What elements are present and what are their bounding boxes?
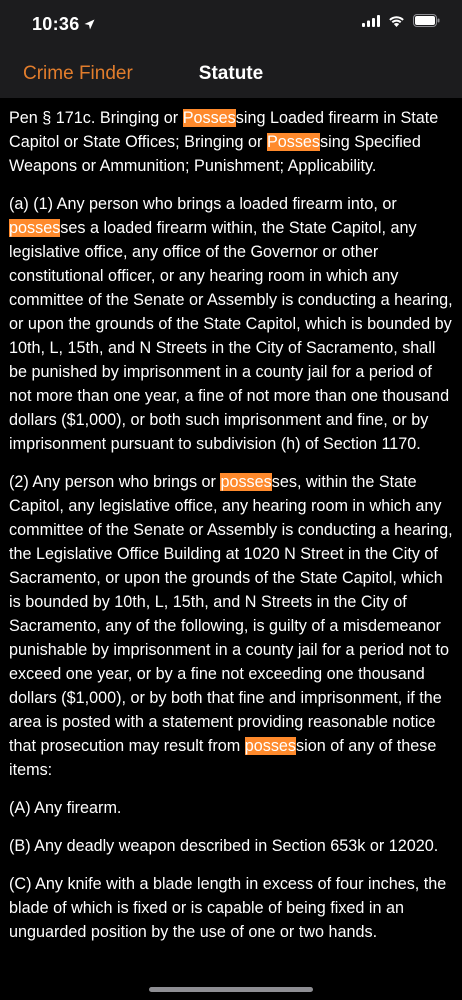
status-icons — [362, 14, 440, 32]
status-bar — [0, 0, 462, 50]
text-run: Pen § 171c. Bringing or — [9, 109, 183, 127]
paragraph-a1 — [9, 192, 455, 456]
search-highlight: posses — [9, 219, 61, 237]
text-run: (a) (1) Any person who brings a loaded firearm into, or — [9, 195, 397, 213]
statute-title — [9, 106, 455, 178]
text-run: sing Specified Weapons or Ammunition; Punishment; Applicability. — [9, 133, 421, 175]
text-run: (2) Any person who brings or — [9, 473, 221, 491]
search-highlight: Posses — [182, 109, 236, 127]
page-title: Statute — [198, 63, 264, 84]
search-highlight: posses — [244, 737, 297, 755]
status-time: 10:36 — [32, 14, 80, 34]
search-highlight: Posses — [266, 133, 321, 151]
location-arrow-icon — [84, 17, 95, 35]
text-run: sion of any of these items: — [9, 737, 437, 779]
item-a: (A) Any firearm. — [9, 799, 122, 817]
nav-title-wrap — [0, 63, 462, 85]
back-button[interactable]: Crime Finder — [23, 63, 133, 84]
item-b: (B) Any deadly weapon described in Section 653k or 12020. — [9, 837, 439, 855]
home-indicator[interactable] — [149, 987, 313, 992]
paragraph-a2 — [9, 470, 455, 782]
text-run: ses, within the State Capitol, any legislative office, any hearing room in which any committee of the Senate or Assembly is conducting a hearing, the Legislative Office Building at 1020 N Street in the City of Sacramento, or upon the grounds of the State Capitol, which is bounded by 10th, L, 15th, and N Streets in the City of Sacramento, any of the following, is guilty of a misdemeanor punishable by imprisonment in a county jail for a period not to exceed one year, or by a fine not exceeding one thousand dollars ($1,000), or by both that fine and imprisonment, if the area is posted with a statement providing reasonable notice that prosecution may result from — [9, 473, 453, 755]
signal-icon — [362, 14, 380, 32]
navigation-bar — [0, 50, 462, 98]
text-run: ses a loaded firearm within, the State Capitol, any legislative office, any office of the Governor or other constitutional officer, or any hearing room in which any committee of the Senate or Assembly is conducting a hearing, or upon the grounds of the State Capitol, which is bounded by 10th, L, 15th, and N Streets in the City of Sacramento, shall be punished by imprisonment in a county jail for a period of not more than one year, a fine of not more than one thousand dollars ($1,000), or both such imprisonment and fine, or by imprisonment pursuant to subdivision (h) of Section 1170. — [9, 219, 453, 453]
statute-text — [9, 106, 455, 958]
battery-icon — [413, 14, 440, 32]
wifi-icon — [388, 14, 405, 32]
text-run: sing Loaded firearm in State Capitol or State Offices; Bringing or — [9, 109, 439, 151]
search-highlight: posses — [220, 473, 272, 491]
item-c: (C) Any knife with a blade length in excess of four inches, the blade of which is fixed or is capable of being fixed in an unguarded position by the use of one or two hands. — [9, 875, 447, 941]
